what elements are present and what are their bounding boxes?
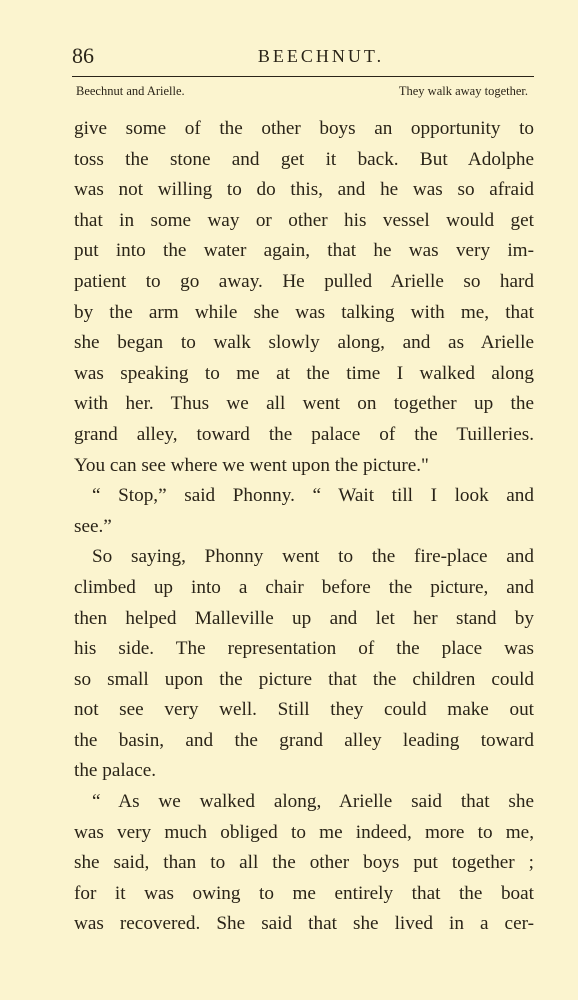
text-line: “ As we walked along, Arielle said that she <box>92 791 534 813</box>
body-text <box>74 114 534 940</box>
running-title: BEECHNUT. <box>257 46 385 66</box>
text-line: with her. Thus we all went on together up the <box>74 393 534 415</box>
text-line: was recovered. She said that she lived in a cer- <box>74 913 534 935</box>
left-caption: Beechnut and Arielle. <box>76 84 185 98</box>
text-line: toss the stone and get it back. But Adolphe <box>74 148 534 170</box>
text-line: “ Stop,” said Phonny. “ Wait till I look and <box>92 485 534 507</box>
text-line: she began to walk slowly along, and as Arielle <box>74 332 534 354</box>
text-line: put into the water again, that he was very im- <box>74 240 534 262</box>
text-line: so small upon the picture that the children could <box>74 668 534 690</box>
text-line: for it was owing to me entirely that the boat <box>74 882 534 904</box>
text-line: she said, than to all the other boys put together ; <box>74 852 534 874</box>
text-line: grand alley, toward the palace of the Tuilleries. <box>74 423 534 445</box>
text-line: the palace. <box>74 760 157 782</box>
text-line: by the arm while she was talking with me, that <box>74 301 534 323</box>
text-line: his side. The representation of the place was <box>74 638 534 660</box>
section-captions <box>76 80 528 102</box>
text-line: was speaking to me at the time I walked along <box>74 362 534 384</box>
page-header <box>72 40 534 72</box>
text-line: patient to go away. He pulled Arielle so hard <box>74 270 534 292</box>
text-line: then helped Malleville up and let her stand by <box>74 607 534 629</box>
text-line: So saying, Phonny went to the fire-place and <box>92 546 534 568</box>
text-line: the basin, and the grand alley leading toward <box>74 729 534 751</box>
text-line: give some of the other boys an opportunity to <box>74 118 534 139</box>
text-line: not see very well. Still they could make out <box>74 699 534 721</box>
text-line: was very much obliged to me indeed, more to me, <box>74 821 534 843</box>
text-line: You can see where we went upon the picture." <box>74 454 429 476</box>
header-rule <box>72 76 534 77</box>
text-line: was not willing to do this, and he was so afraid <box>74 179 534 201</box>
text-line: that in some way or other his vessel would get <box>74 209 534 231</box>
right-caption: They walk away together. <box>398 84 528 98</box>
text-line: climbed up into a chair before the picture, and <box>74 576 534 598</box>
page-number: 86 <box>72 43 94 68</box>
text-line: see.” <box>74 515 112 537</box>
